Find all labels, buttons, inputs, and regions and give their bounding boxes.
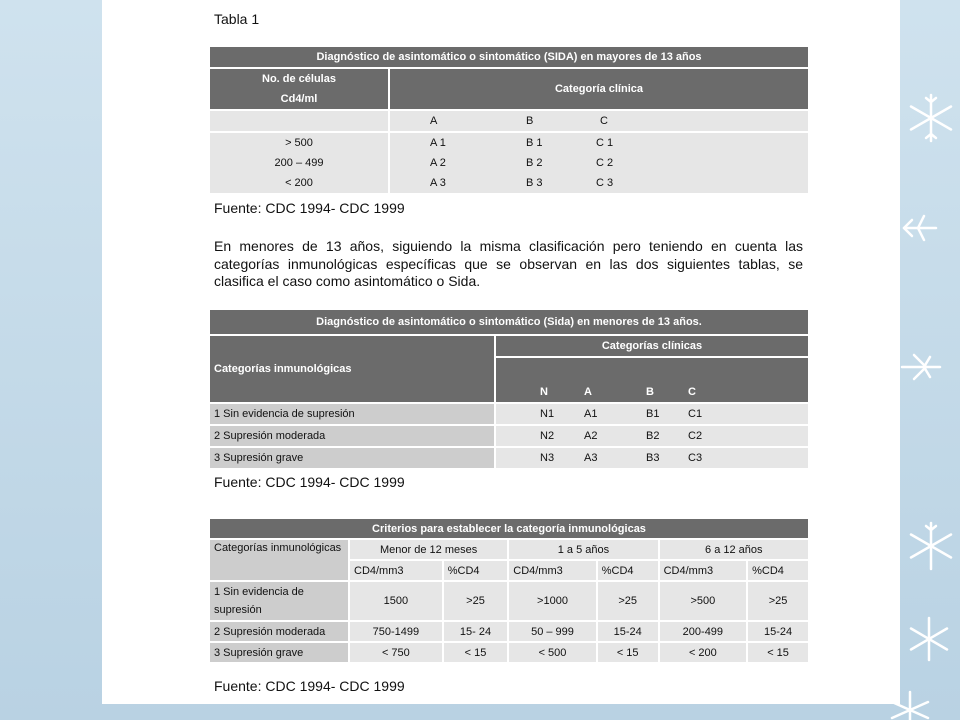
table-adult-classification [208, 45, 810, 195]
table-row: 1 Sin evidencia de supresión 1500 >25 >1000 >25 >500 >25 [210, 582, 808, 620]
table3-sub-pct: %CD4 [598, 561, 658, 580]
table-row: 2 Supresión moderada N2 A2 B2 C2 [210, 426, 808, 446]
table3-sub-cd4: CD4/mm3 [350, 561, 442, 580]
table-row: 1 Sin evidencia de supresión N1 A1 B1 C1 [210, 404, 808, 424]
table3-row-label: 3 Supresión grave [210, 643, 348, 662]
table1-values: A 1 B 1 C 1 A 2 B 2 C 2 A 3 B 3 C 3 [390, 133, 808, 193]
table1-col-clinical-category: Categoría clínica [390, 69, 808, 109]
table2-col-immunological: Categorías inmunológicas [210, 336, 494, 402]
table2-row-label: 3 Supresión grave [210, 448, 494, 468]
table3-col-immunological: Categorías inmunológicas [210, 540, 348, 580]
table3-sub-cd4: CD4/mm3 [509, 561, 596, 580]
table3-source: Fuente: CDC 1994- CDC 1999 [214, 678, 405, 694]
table-label: Tabla 1 [214, 11, 260, 27]
table1-empty-cell [210, 111, 388, 131]
table2-row-label: 2 Supresión moderada [210, 426, 494, 446]
table-child-classification [208, 308, 810, 470]
snowflake-icon [905, 92, 957, 144]
table3-age-1-5-years: 1 a 5 años [509, 540, 657, 559]
table3-age-under-12-months: Menor de 12 meses [350, 540, 507, 559]
table-row: 3 Supresión grave N3 A3 B3 C3 [210, 448, 808, 468]
table3-sub-cd4: CD4/mm3 [660, 561, 747, 580]
table1-title: Diagnóstico de asintomático o sintomático (SIDA) en mayores de 13 años [210, 47, 808, 67]
body-paragraph: En menores de 13 años, siguiendo la misma clasificación pero teniendo en cuenta las categorías inmunológicas específicas que se observan en las dos siguientes tablas, se clasifica el caso como asintomático o Sida. [214, 238, 803, 289]
table2-category-letters: N A B C [496, 358, 808, 402]
table3-title: Criterios para establecer la categoría inmunológicas [210, 519, 808, 538]
table1-category-letters: A B C [390, 111, 808, 131]
snowflake-icon [905, 520, 957, 572]
table1-col-cd4: No. de células Cd4/ml [210, 69, 388, 109]
table2-col-clinical: Categorías clínicas [496, 336, 808, 356]
table2-source: Fuente: CDC 1994- CDC 1999 [214, 474, 405, 490]
table2-title: Diagnóstico de asintomático o sintomático (Sida) en menores de 13 años. [210, 310, 808, 334]
snowflake-icon [900, 208, 940, 248]
table-row: 3 Supresión grave < 750 < 15 < 500 < 15 < 200 < 15 [210, 643, 808, 662]
table1-source: Fuente: CDC 1994- CDC 1999 [214, 200, 405, 216]
document-page [102, 0, 900, 704]
table-row: 2 Supresión moderada 750-1499 15- 24 50 – 999 15-24 200-499 15-24 [210, 622, 808, 641]
table3-age-6-12-years: 6 a 12 años [660, 540, 808, 559]
table3-row-label: 1 Sin evidencia de supresión [210, 582, 348, 620]
table1-ranges: > 500 200 – 499 < 200 [210, 133, 388, 193]
table3-sub-pct: %CD4 [748, 561, 808, 580]
snowflake-icon [900, 345, 944, 389]
table3-row-label: 2 Supresión moderada [210, 622, 348, 641]
table2-row-label: 1 Sin evidencia de supresión [210, 404, 494, 424]
snowflake-icon [905, 615, 953, 663]
table3-sub-pct: %CD4 [444, 561, 508, 580]
table-immunological-criteria [208, 517, 810, 664]
